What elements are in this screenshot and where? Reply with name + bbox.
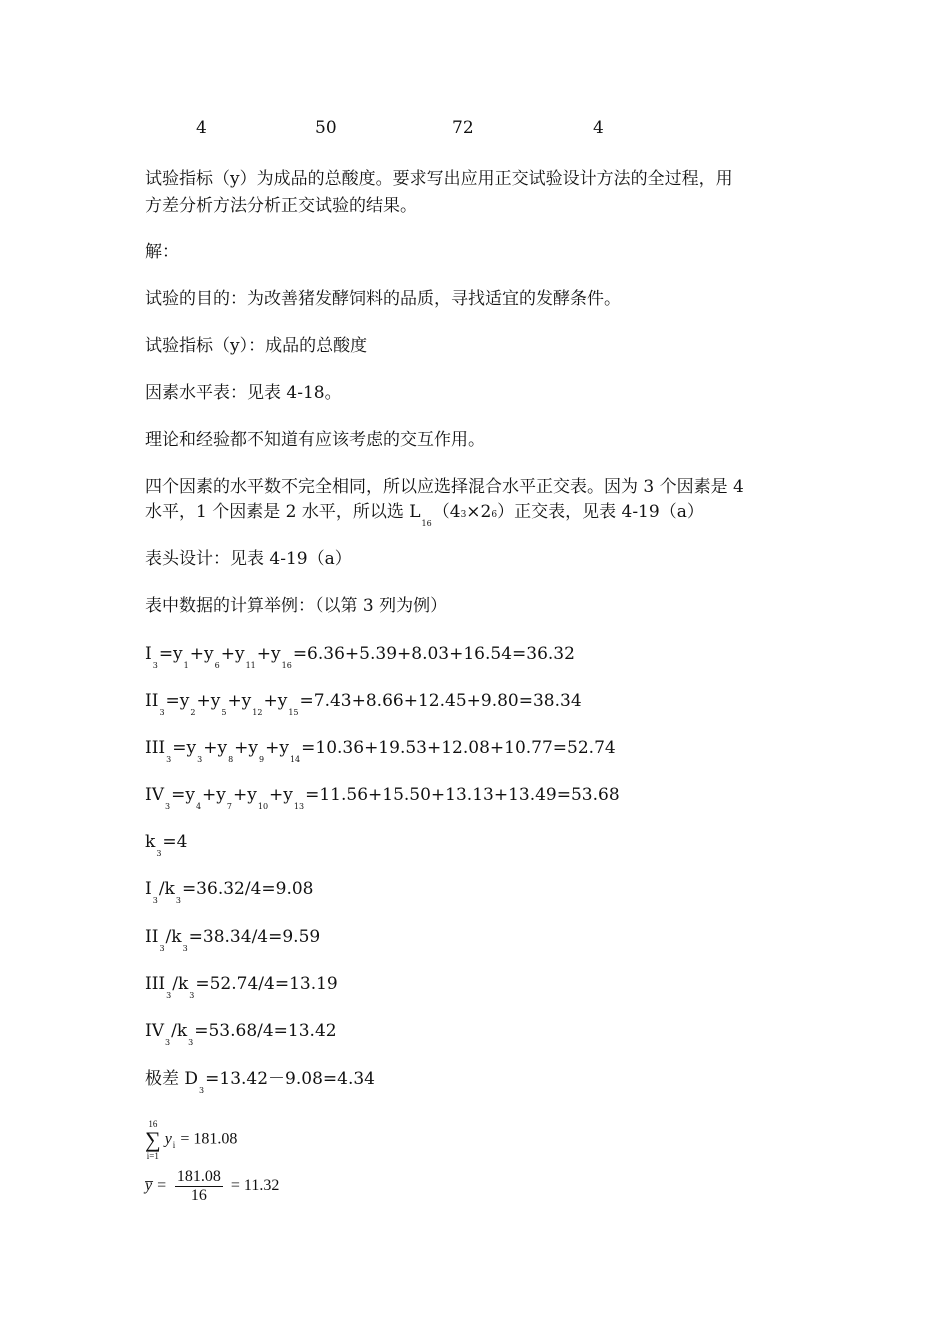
ratio-IV3: $IV_3/k_3=53.68/4=13.42$ [145, 1021, 337, 1047]
mixed-level-line-1: 四个因素的水平数不完全相同，所以应选择混合水平正交表。因为 3 个因素是 4 [145, 477, 744, 497]
table-cell-4: 4 [593, 118, 604, 138]
equation-IV3: $IV_3=y_4+y_7+y_{10}+y_{13}=11.56+15.50+13.13+13.49=53.68$ [145, 785, 620, 811]
table-cell-1: 4 [196, 118, 207, 138]
header-design-text: 表头设计：见表 4-19（a） [145, 549, 352, 569]
problem-text-line-2: 方差分析方法分析正交试验的结果。 [145, 196, 417, 216]
mean-formula: y̅ = $\frac{181.08}{16}$ = 11.32 [145, 1168, 280, 1204]
equation-II3: $II_3=y_2+y_5+y_{12}+y_{15}=7.43+8.66+12.45+9.80=38.34$ [145, 691, 582, 717]
mixed-level-line-2: 水平，1 个因素是 2 水平，所以选 $L_{16}(43\times 26)$正交表，见表 4-19（a） [145, 502, 704, 528]
summation-icon: 16 ∑ i=1 [145, 1119, 161, 1161]
sum-formula: 16 ∑ i=1 $y_i = 181.08$ [145, 1119, 238, 1161]
table-cell-3: 72 [452, 118, 474, 138]
equation-III3: $III_3=y_3+y_8+y_9+y_{14}=10.36+19.53+12.08+10.77=52.74$ [145, 738, 616, 764]
indicator-text: 试验指标（y）：成品的总酸度 [145, 336, 368, 356]
factor-table-text: 因素水平表：见表 4-18。 [145, 383, 342, 403]
solution-label: 解： [145, 242, 179, 262]
purpose-text: 试验的目的：为改善猪发酵饲料的品质，寻找适宜的发酵条件。 [145, 289, 621, 309]
ratio-II3: $II_3/k_3=38.34/4=9.59$ [145, 927, 321, 953]
ratio-I3: $I_3/k_3=36.32/4=9.08$ [145, 879, 314, 905]
equation-I3: $I_3=y_1+y_6+y_{11}+y_{16}=6.36+5.39+8.03+16.54=36.32$ [145, 644, 575, 670]
mean-fraction: $\frac{181.08}{16}$ [176, 1168, 221, 1204]
equation-k3: $k_3=4$ [145, 832, 188, 858]
ratio-III3: $III_3/k_3=52.74/4=13.19$ [145, 974, 338, 1000]
interaction-text: 理论和经验都不知道有应该考虑的交互作用。 [145, 430, 485, 450]
calc-example-text: 表中数据的计算举例：（以第 3 列为例） [145, 596, 448, 616]
problem-text-line-1: 试验指标（y）为成品的总酸度。要求写出应用正交试验设计方法的全过程，用 [145, 169, 733, 189]
table-cell-2: 50 [315, 118, 337, 138]
range-D3: 极差 $D_3=13.42-9.08=4.34$ [145, 1069, 375, 1095]
